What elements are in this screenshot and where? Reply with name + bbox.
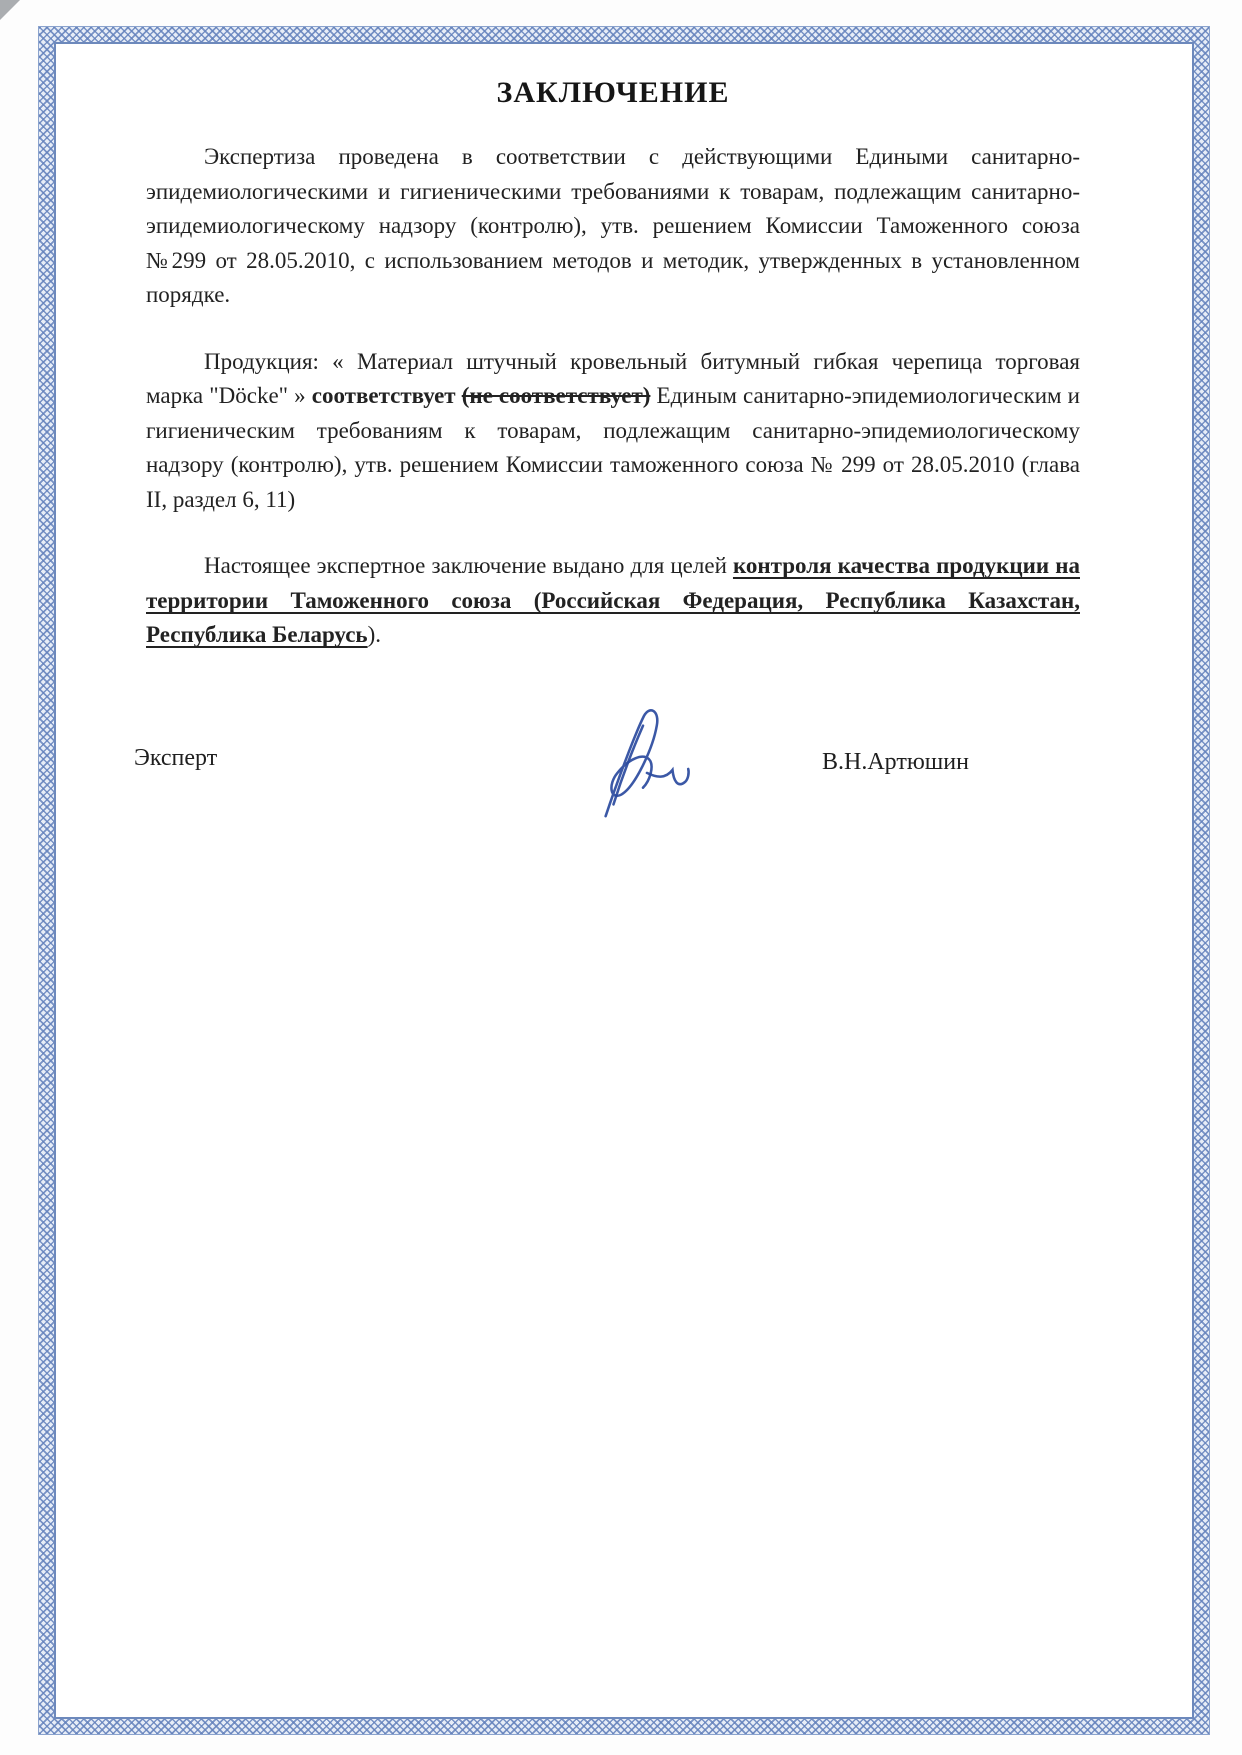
paragraph-expertise: Экспертиза проведена в соответствии с действующими Едиными санитарно-эпидемиологическими и гигиеническими требованиями к товарам, подлежащим санитарно-эпидемиологическому надзору (контролю), утв. решением Комиссии Таможенного союза №299 от 28.05.2010, с использованием методов и методик, утвержденных в установленном порядке.	[146, 144, 1080, 307]
purpose-tail-text: ).	[367, 622, 382, 647]
expert-label: Эксперт	[134, 744, 218, 771]
not-matches-struck-text: (не соответствует)	[461, 383, 651, 408]
paragraph-product	[146, 345, 1080, 518]
signature-scribble	[584, 701, 702, 835]
matches-text: соответствует	[311, 383, 462, 408]
certificate-border	[38, 26, 1210, 1735]
product-rest-text: Единым санитарно-эпидемиологическим и гигиеническим требованиям к товарам, подлежащим санитарно-эпидемиологическому надзору (контролю), утв. решением Комиссии таможенного союза № 299 от 28.05.2010 (глава II, раздел 6, 11)	[146, 383, 1080, 512]
purpose-emphasis-text: контроля качества продукции на территории Таможенного союза (Российская Федерация, Республика Казахстан, Республика Беларусь	[146, 553, 1080, 647]
document-body	[54, 42, 1194, 1719]
document-title: ЗАКЛЮЧЕНИЕ	[496, 76, 730, 109]
scan-corner-artifact	[0, 0, 20, 20]
signature-block	[134, 709, 1080, 869]
purpose-lead-text: Настоящее экспертное заключение выдано для целей	[204, 553, 733, 578]
product-lead-text: Продукция: « Материал штучный кровельный битумный гибкая черепица торговая марка "Döcke" »	[146, 348, 1080, 408]
paragraph-purpose	[146, 549, 1080, 653]
expert-name: В.Н.Артюшин	[822, 748, 969, 775]
